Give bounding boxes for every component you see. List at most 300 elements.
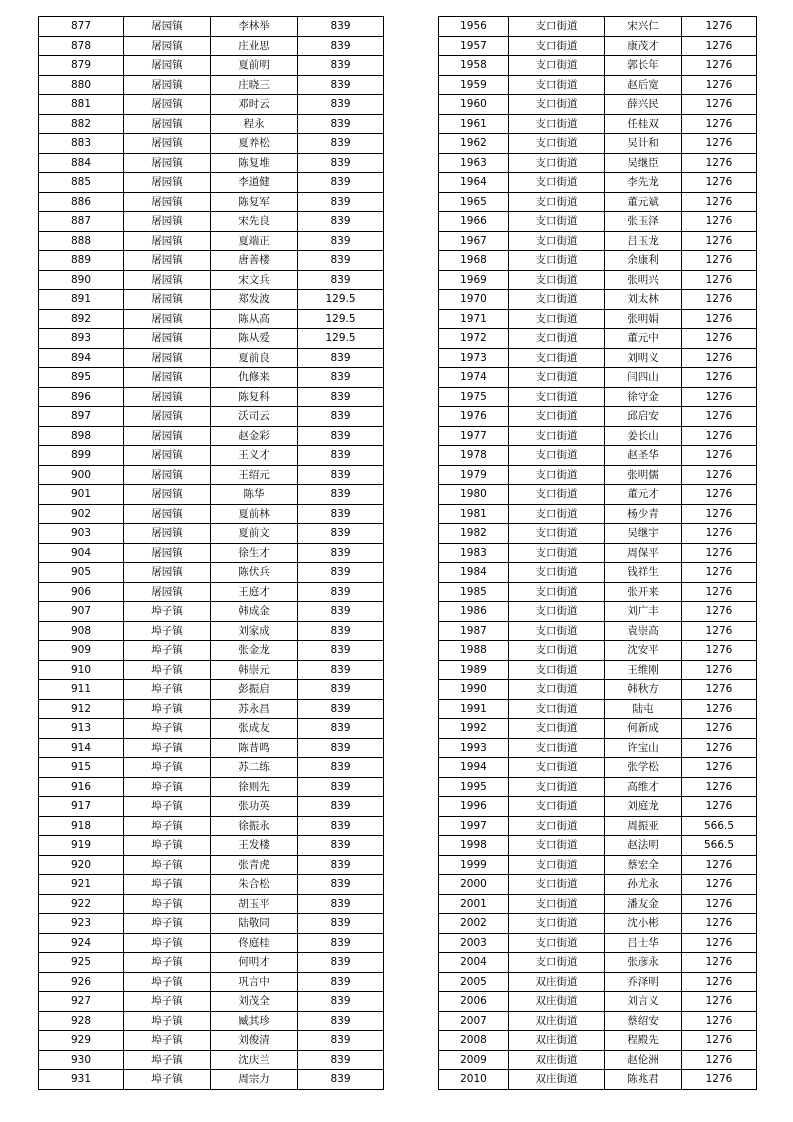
township-cell: 支口街道: [509, 407, 605, 427]
person-name-cell: 吕士华: [605, 933, 682, 953]
township-cell: 双庄街道: [509, 1031, 605, 1051]
serial-number-cell: 916: [39, 777, 124, 797]
table-row: [439, 368, 757, 388]
amount-cell: 1276: [682, 719, 757, 739]
serial-number-cell: 924: [39, 933, 124, 953]
serial-number-cell: 2008: [439, 1031, 509, 1051]
amount-cell: 839: [298, 114, 384, 134]
township-cell: 支口街道: [509, 387, 605, 407]
serial-number-cell: 895: [39, 368, 124, 388]
table-row: [39, 290, 384, 310]
township-cell: 支口街道: [509, 894, 605, 914]
township-cell: 支口街道: [509, 56, 605, 76]
township-cell: 支口街道: [509, 36, 605, 56]
amount-cell: 839: [298, 504, 384, 524]
township-cell: 屠园镇: [124, 446, 211, 466]
amount-cell: 129.5: [298, 329, 384, 349]
township-cell: 支口街道: [509, 660, 605, 680]
serial-number-cell: 906: [39, 582, 124, 602]
township-cell: 支口街道: [509, 855, 605, 875]
table-row: [439, 212, 757, 232]
person-name-cell: 臧其珍: [211, 1011, 298, 1031]
serial-number-cell: 900: [39, 465, 124, 485]
serial-number-cell: 881: [39, 95, 124, 115]
township-cell: 屠园镇: [124, 75, 211, 95]
township-cell: 支口街道: [509, 641, 605, 661]
serial-number-cell: 885: [39, 173, 124, 193]
table-row: [439, 680, 757, 700]
serial-number-cell: 1958: [439, 56, 509, 76]
table-row: [39, 894, 384, 914]
person-name-cell: 陈从高: [211, 309, 298, 329]
township-cell: 埠子镇: [124, 660, 211, 680]
serial-number-cell: 1957: [439, 36, 509, 56]
township-cell: 支口街道: [509, 699, 605, 719]
township-cell: 支口街道: [509, 17, 605, 37]
amount-cell: 839: [298, 95, 384, 115]
amount-cell: 1276: [682, 1050, 757, 1070]
serial-number-cell: 1986: [439, 602, 509, 622]
table-row: [439, 641, 757, 661]
amount-cell: 1276: [682, 36, 757, 56]
table-row: [39, 758, 384, 778]
township-cell: 屠园镇: [124, 582, 211, 602]
table-row: [39, 524, 384, 544]
person-name-cell: 周保平: [605, 543, 682, 563]
person-name-cell: 薛兴民: [605, 95, 682, 115]
amount-cell: 839: [298, 1050, 384, 1070]
amount-cell: 839: [298, 446, 384, 466]
person-name-cell: 陈兆君: [605, 1070, 682, 1090]
serial-number-cell: 923: [39, 914, 124, 934]
roster-table-right-body: [439, 17, 757, 1090]
amount-cell: 839: [298, 914, 384, 934]
amount-cell: 839: [298, 426, 384, 446]
serial-number-cell: 1972: [439, 329, 509, 349]
table-row: [39, 485, 384, 505]
table-row: [439, 933, 757, 953]
person-name-cell: 张彦永: [605, 953, 682, 973]
table-row: [39, 621, 384, 641]
person-name-cell: 彭振启: [211, 680, 298, 700]
amount-cell: 1276: [682, 758, 757, 778]
table-row: [39, 95, 384, 115]
table-row: [439, 602, 757, 622]
amount-cell: 1276: [682, 329, 757, 349]
serial-number-cell: 904: [39, 543, 124, 563]
table-row: [439, 524, 757, 544]
township-cell: 支口街道: [509, 212, 605, 232]
township-cell: 支口街道: [509, 231, 605, 251]
table-row: [39, 153, 384, 173]
table-row: [439, 309, 757, 329]
amount-cell: 839: [298, 543, 384, 563]
person-name-cell: 唐善楼: [211, 251, 298, 271]
township-cell: 支口街道: [509, 836, 605, 856]
serial-number-cell: 1975: [439, 387, 509, 407]
serial-number-cell: 1969: [439, 270, 509, 290]
township-cell: 屠园镇: [124, 387, 211, 407]
person-name-cell: 沃司云: [211, 407, 298, 427]
township-cell: 双庄街道: [509, 1011, 605, 1031]
serial-number-cell: 888: [39, 231, 124, 251]
serial-number-cell: 880: [39, 75, 124, 95]
table-row: [39, 231, 384, 251]
serial-number-cell: 1967: [439, 231, 509, 251]
person-name-cell: 佟庭桂: [211, 933, 298, 953]
person-name-cell: 赵后宽: [605, 75, 682, 95]
amount-cell: 1276: [682, 972, 757, 992]
amount-cell: 1276: [682, 56, 757, 76]
table-row: [39, 1070, 384, 1090]
person-name-cell: 董元中: [605, 329, 682, 349]
township-cell: 支口街道: [509, 251, 605, 271]
serial-number-cell: 2001: [439, 894, 509, 914]
person-name-cell: 夏前明: [211, 56, 298, 76]
table-row: [439, 797, 757, 817]
amount-cell: 839: [298, 192, 384, 212]
person-name-cell: 宋文兵: [211, 270, 298, 290]
table-row: [39, 777, 384, 797]
township-cell: 埠子镇: [124, 855, 211, 875]
amount-cell: 839: [298, 875, 384, 895]
amount-cell: 1276: [682, 699, 757, 719]
amount-cell: 839: [298, 699, 384, 719]
person-name-cell: 刘广丰: [605, 602, 682, 622]
serial-number-cell: 921: [39, 875, 124, 895]
township-cell: 埠子镇: [124, 621, 211, 641]
serial-number-cell: 1993: [439, 738, 509, 758]
table-row: [39, 797, 384, 817]
person-name-cell: 夏前林: [211, 504, 298, 524]
township-cell: 埠子镇: [124, 1070, 211, 1090]
serial-number-cell: 901: [39, 485, 124, 505]
person-name-cell: 韩成金: [211, 602, 298, 622]
township-cell: 支口街道: [509, 758, 605, 778]
township-cell: 屠园镇: [124, 465, 211, 485]
township-cell: 支口街道: [509, 348, 605, 368]
amount-cell: 1276: [682, 387, 757, 407]
amount-cell: 1276: [682, 543, 757, 563]
table-row: [39, 446, 384, 466]
person-name-cell: 李林举: [211, 17, 298, 37]
township-cell: 支口街道: [509, 719, 605, 739]
township-cell: 埠子镇: [124, 894, 211, 914]
serial-number-cell: 879: [39, 56, 124, 76]
serial-number-cell: 1965: [439, 192, 509, 212]
table-row: [439, 75, 757, 95]
serial-number-cell: 1982: [439, 524, 509, 544]
person-name-cell: 王庭才: [211, 582, 298, 602]
serial-number-cell: 892: [39, 309, 124, 329]
township-cell: 支口街道: [509, 153, 605, 173]
person-name-cell: 张开来: [605, 582, 682, 602]
person-name-cell: 陆屯: [605, 699, 682, 719]
table-row: [39, 680, 384, 700]
person-name-cell: 吴计和: [605, 134, 682, 154]
township-cell: 埠子镇: [124, 1050, 211, 1070]
table-row: [439, 914, 757, 934]
amount-cell: 839: [298, 251, 384, 271]
township-cell: 支口街道: [509, 563, 605, 583]
amount-cell: 1276: [682, 426, 757, 446]
amount-cell: 1276: [682, 192, 757, 212]
roster-table-left-body: [39, 17, 384, 1090]
person-name-cell: 张明娟: [605, 309, 682, 329]
amount-cell: 839: [298, 563, 384, 583]
amount-cell: 839: [298, 56, 384, 76]
township-cell: 支口街道: [509, 680, 605, 700]
table-row: [439, 855, 757, 875]
serial-number-cell: 1963: [439, 153, 509, 173]
person-name-cell: 刘言义: [605, 992, 682, 1012]
serial-number-cell: 878: [39, 36, 124, 56]
township-cell: 支口街道: [509, 504, 605, 524]
person-name-cell: 夏端正: [211, 231, 298, 251]
person-name-cell: 周宗力: [211, 1070, 298, 1090]
table-row: [39, 816, 384, 836]
person-name-cell: 王维刚: [605, 660, 682, 680]
table-row: [39, 953, 384, 973]
table-row: [439, 875, 757, 895]
amount-cell: 839: [298, 368, 384, 388]
amount-cell: 839: [298, 816, 384, 836]
amount-cell: 1276: [682, 894, 757, 914]
amount-cell: 839: [298, 1070, 384, 1090]
amount-cell: 839: [298, 582, 384, 602]
amount-cell: 839: [298, 836, 384, 856]
township-cell: 屠园镇: [124, 114, 211, 134]
person-name-cell: 庄晓三: [211, 75, 298, 95]
table-row: [439, 270, 757, 290]
person-name-cell: 余康利: [605, 251, 682, 271]
table-row: [39, 426, 384, 446]
serial-number-cell: 1985: [439, 582, 509, 602]
serial-number-cell: 2005: [439, 972, 509, 992]
person-name-cell: 张金龙: [211, 641, 298, 661]
person-name-cell: 任桂双: [605, 114, 682, 134]
township-cell: 屠园镇: [124, 212, 211, 232]
township-cell: 埠子镇: [124, 680, 211, 700]
table-row: [439, 972, 757, 992]
serial-number-cell: 1956: [439, 17, 509, 37]
table-row: [39, 348, 384, 368]
person-name-cell: 周振亚: [605, 816, 682, 836]
serial-number-cell: 1977: [439, 426, 509, 446]
amount-cell: 839: [298, 270, 384, 290]
roster-table-right: [438, 16, 757, 1090]
amount-cell: 839: [298, 465, 384, 485]
township-cell: 支口街道: [509, 446, 605, 466]
township-cell: 埠子镇: [124, 641, 211, 661]
table-row: [439, 543, 757, 563]
person-name-cell: 陈复堆: [211, 153, 298, 173]
table-row: [439, 504, 757, 524]
person-name-cell: 刘俊清: [211, 1031, 298, 1051]
amount-cell: 839: [298, 602, 384, 622]
table-row: [39, 582, 384, 602]
serial-number-cell: 1968: [439, 251, 509, 271]
amount-cell: 839: [298, 231, 384, 251]
township-cell: 支口街道: [509, 290, 605, 310]
serial-number-cell: 922: [39, 894, 124, 914]
amount-cell: 129.5: [298, 290, 384, 310]
person-name-cell: 张明儒: [605, 465, 682, 485]
township-cell: 支口街道: [509, 602, 605, 622]
serial-number-cell: 1979: [439, 465, 509, 485]
amount-cell: 1276: [682, 563, 757, 583]
township-cell: 支口街道: [509, 816, 605, 836]
serial-number-cell: 886: [39, 192, 124, 212]
serial-number-cell: 917: [39, 797, 124, 817]
township-cell: 埠子镇: [124, 933, 211, 953]
serial-number-cell: 915: [39, 758, 124, 778]
township-cell: 屠园镇: [124, 270, 211, 290]
serial-number-cell: 912: [39, 699, 124, 719]
table-row: [439, 738, 757, 758]
table-row: [39, 212, 384, 232]
table-row: [439, 407, 757, 427]
table-row: [39, 504, 384, 524]
person-name-cell: 陈华: [211, 485, 298, 505]
table-row: [39, 972, 384, 992]
amount-cell: 1276: [682, 465, 757, 485]
serial-number-cell: 1973: [439, 348, 509, 368]
township-cell: 支口街道: [509, 75, 605, 95]
person-name-cell: 蔡宏全: [605, 855, 682, 875]
serial-number-cell: 1962: [439, 134, 509, 154]
person-name-cell: 王发楼: [211, 836, 298, 856]
amount-cell: 839: [298, 17, 384, 37]
table-row: [439, 134, 757, 154]
serial-number-cell: 2004: [439, 953, 509, 973]
amount-cell: 1276: [682, 446, 757, 466]
person-name-cell: 宋兴仁: [605, 17, 682, 37]
person-name-cell: 徐振永: [211, 816, 298, 836]
serial-number-cell: 887: [39, 212, 124, 232]
person-name-cell: 刘家成: [211, 621, 298, 641]
serial-number-cell: 1978: [439, 446, 509, 466]
person-name-cell: 仇修来: [211, 368, 298, 388]
person-name-cell: 吕玉龙: [605, 231, 682, 251]
table-row: [39, 836, 384, 856]
amount-cell: 1276: [682, 368, 757, 388]
township-cell: 屠园镇: [124, 17, 211, 37]
township-cell: 支口街道: [509, 309, 605, 329]
serial-number-cell: 2009: [439, 1050, 509, 1070]
person-name-cell: 夏前文: [211, 524, 298, 544]
amount-cell: 839: [298, 407, 384, 427]
township-cell: 支口街道: [509, 621, 605, 641]
person-name-cell: 闫四山: [605, 368, 682, 388]
township-cell: 屠园镇: [124, 153, 211, 173]
person-name-cell: 陈复科: [211, 387, 298, 407]
township-cell: 屠园镇: [124, 504, 211, 524]
person-name-cell: 夏前良: [211, 348, 298, 368]
table-row: [39, 75, 384, 95]
serial-number-cell: 893: [39, 329, 124, 349]
person-name-cell: 李先龙: [605, 173, 682, 193]
table-row: [39, 933, 384, 953]
person-name-cell: 庄业思: [211, 36, 298, 56]
person-name-cell: 陆敬同: [211, 914, 298, 934]
township-cell: 屠园镇: [124, 563, 211, 583]
amount-cell: 839: [298, 173, 384, 193]
serial-number-cell: 1994: [439, 758, 509, 778]
person-name-cell: 康茂才: [605, 36, 682, 56]
amount-cell: 1276: [682, 17, 757, 37]
township-cell: 埠子镇: [124, 758, 211, 778]
amount-cell: 1276: [682, 992, 757, 1012]
amount-cell: 839: [298, 972, 384, 992]
township-cell: 支口街道: [509, 797, 605, 817]
serial-number-cell: 1999: [439, 855, 509, 875]
serial-number-cell: 1974: [439, 368, 509, 388]
serial-number-cell: 914: [39, 738, 124, 758]
township-cell: 屠园镇: [124, 348, 211, 368]
serial-number-cell: 918: [39, 816, 124, 836]
amount-cell: 839: [298, 680, 384, 700]
serial-number-cell: 909: [39, 641, 124, 661]
serial-number-cell: 1996: [439, 797, 509, 817]
amount-cell: 839: [298, 75, 384, 95]
township-cell: 支口街道: [509, 485, 605, 505]
table-row: [39, 875, 384, 895]
table-row: [439, 17, 757, 37]
serial-number-cell: 882: [39, 114, 124, 134]
amount-cell: 839: [298, 387, 384, 407]
township-cell: 埠子镇: [124, 738, 211, 758]
amount-cell: 1276: [682, 212, 757, 232]
table-row: [439, 329, 757, 349]
person-name-cell: 刘庭龙: [605, 797, 682, 817]
amount-cell: 1276: [682, 524, 757, 544]
amount-cell: 839: [298, 953, 384, 973]
person-name-cell: 沈安平: [605, 641, 682, 661]
township-cell: 埠子镇: [124, 699, 211, 719]
amount-cell: 839: [298, 134, 384, 154]
person-name-cell: 蔡绍安: [605, 1011, 682, 1031]
person-name-cell: 李道健: [211, 173, 298, 193]
township-cell: 埠子镇: [124, 992, 211, 1012]
table-row: [39, 914, 384, 934]
table-row: [439, 621, 757, 641]
township-cell: 屠园镇: [124, 485, 211, 505]
amount-cell: 1276: [682, 231, 757, 251]
township-cell: 屠园镇: [124, 426, 211, 446]
table-row: [39, 407, 384, 427]
amount-cell: 1276: [682, 348, 757, 368]
person-name-cell: 刘茂全: [211, 992, 298, 1012]
amount-cell: 1276: [682, 953, 757, 973]
person-name-cell: 姜长山: [605, 426, 682, 446]
township-cell: 屠园镇: [124, 134, 211, 154]
township-cell: 埠子镇: [124, 797, 211, 817]
person-name-cell: 吴继臣: [605, 153, 682, 173]
amount-cell: 839: [298, 621, 384, 641]
person-name-cell: 陈从爱: [211, 329, 298, 349]
serial-number-cell: 894: [39, 348, 124, 368]
person-name-cell: 钱祥生: [605, 563, 682, 583]
person-name-cell: 徐则先: [211, 777, 298, 797]
person-name-cell: 何新成: [605, 719, 682, 739]
serial-number-cell: 931: [39, 1070, 124, 1090]
serial-number-cell: 877: [39, 17, 124, 37]
table-row: [439, 251, 757, 271]
table-row: [39, 368, 384, 388]
serial-number-cell: 1971: [439, 309, 509, 329]
serial-number-cell: 1984: [439, 563, 509, 583]
